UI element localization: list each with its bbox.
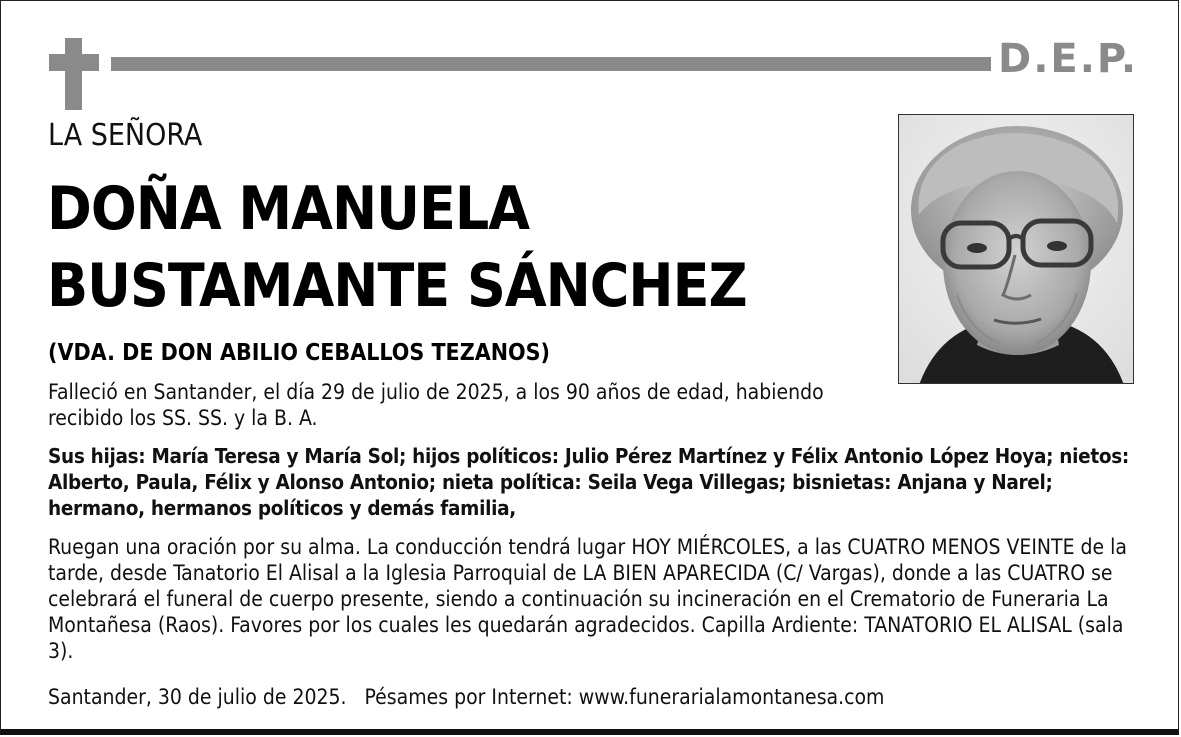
footer-line xyxy=(48,684,1148,710)
death-notice: Falleció en Santander, el día 29 de julio de 2025, a los 90 años de edad, habiendo recibido los SS. SS. y la B. A. xyxy=(48,380,824,430)
place-date: Santander, 30 de julio de 2025. xyxy=(48,685,347,709)
cross-vertical-bar xyxy=(65,38,82,110)
condolences-link[interactable]: Pésames por Internet: www.funerarialamontanesa.com xyxy=(364,685,885,709)
family-list: Sus hijas: María Teresa y María Sol; hijos políticos: Julio Pérez Martínez y Félix Antonio López Hoya; nietos: Alberto, Paula, Félix y Alonso Antonio; nieta política: Seila Vega Villegas; bisnietas: Anjana y Narel; hermano, hermanos políticos y demás familia, xyxy=(48,444,1129,520)
intro-label: LA SEÑORA xyxy=(48,118,203,153)
service-details: Ruegan una oración por su alma. La conducción tendrá lugar HOY MIÉRCOLES, a las CUATRO MENOS VEINTE de la tarde, desde Tanatorio El Alisal a la Iglesia Parroquial de LA BIEN APARECIDA (C/ Vargas), donde a las CUATRO se celebrará el funeral de cuerpo presente, siendo a continuación su incineración en el Crematorio de Funeraria La Montañesa (Raos). Favores por los cuales les quedarán agradecidos. Capilla Ardiente: TANATORIO EL ALISAL (sala 3). xyxy=(48,535,1127,663)
portrait-photo xyxy=(898,114,1134,384)
deceased-name xyxy=(47,171,747,325)
portrait-image xyxy=(899,115,1134,384)
cross-horizontal-bar xyxy=(49,54,99,71)
name-line-2: BUSTAMANTE SÁNCHEZ xyxy=(47,251,747,321)
header-rule xyxy=(111,57,991,71)
dep-heading: D.E.P. xyxy=(998,36,1139,82)
widow-subtitle: (VDA. DE DON ABILIO CEBALLOS TEZANOS) xyxy=(48,340,550,366)
name-line-1: DOÑA MANUELA xyxy=(47,174,530,244)
